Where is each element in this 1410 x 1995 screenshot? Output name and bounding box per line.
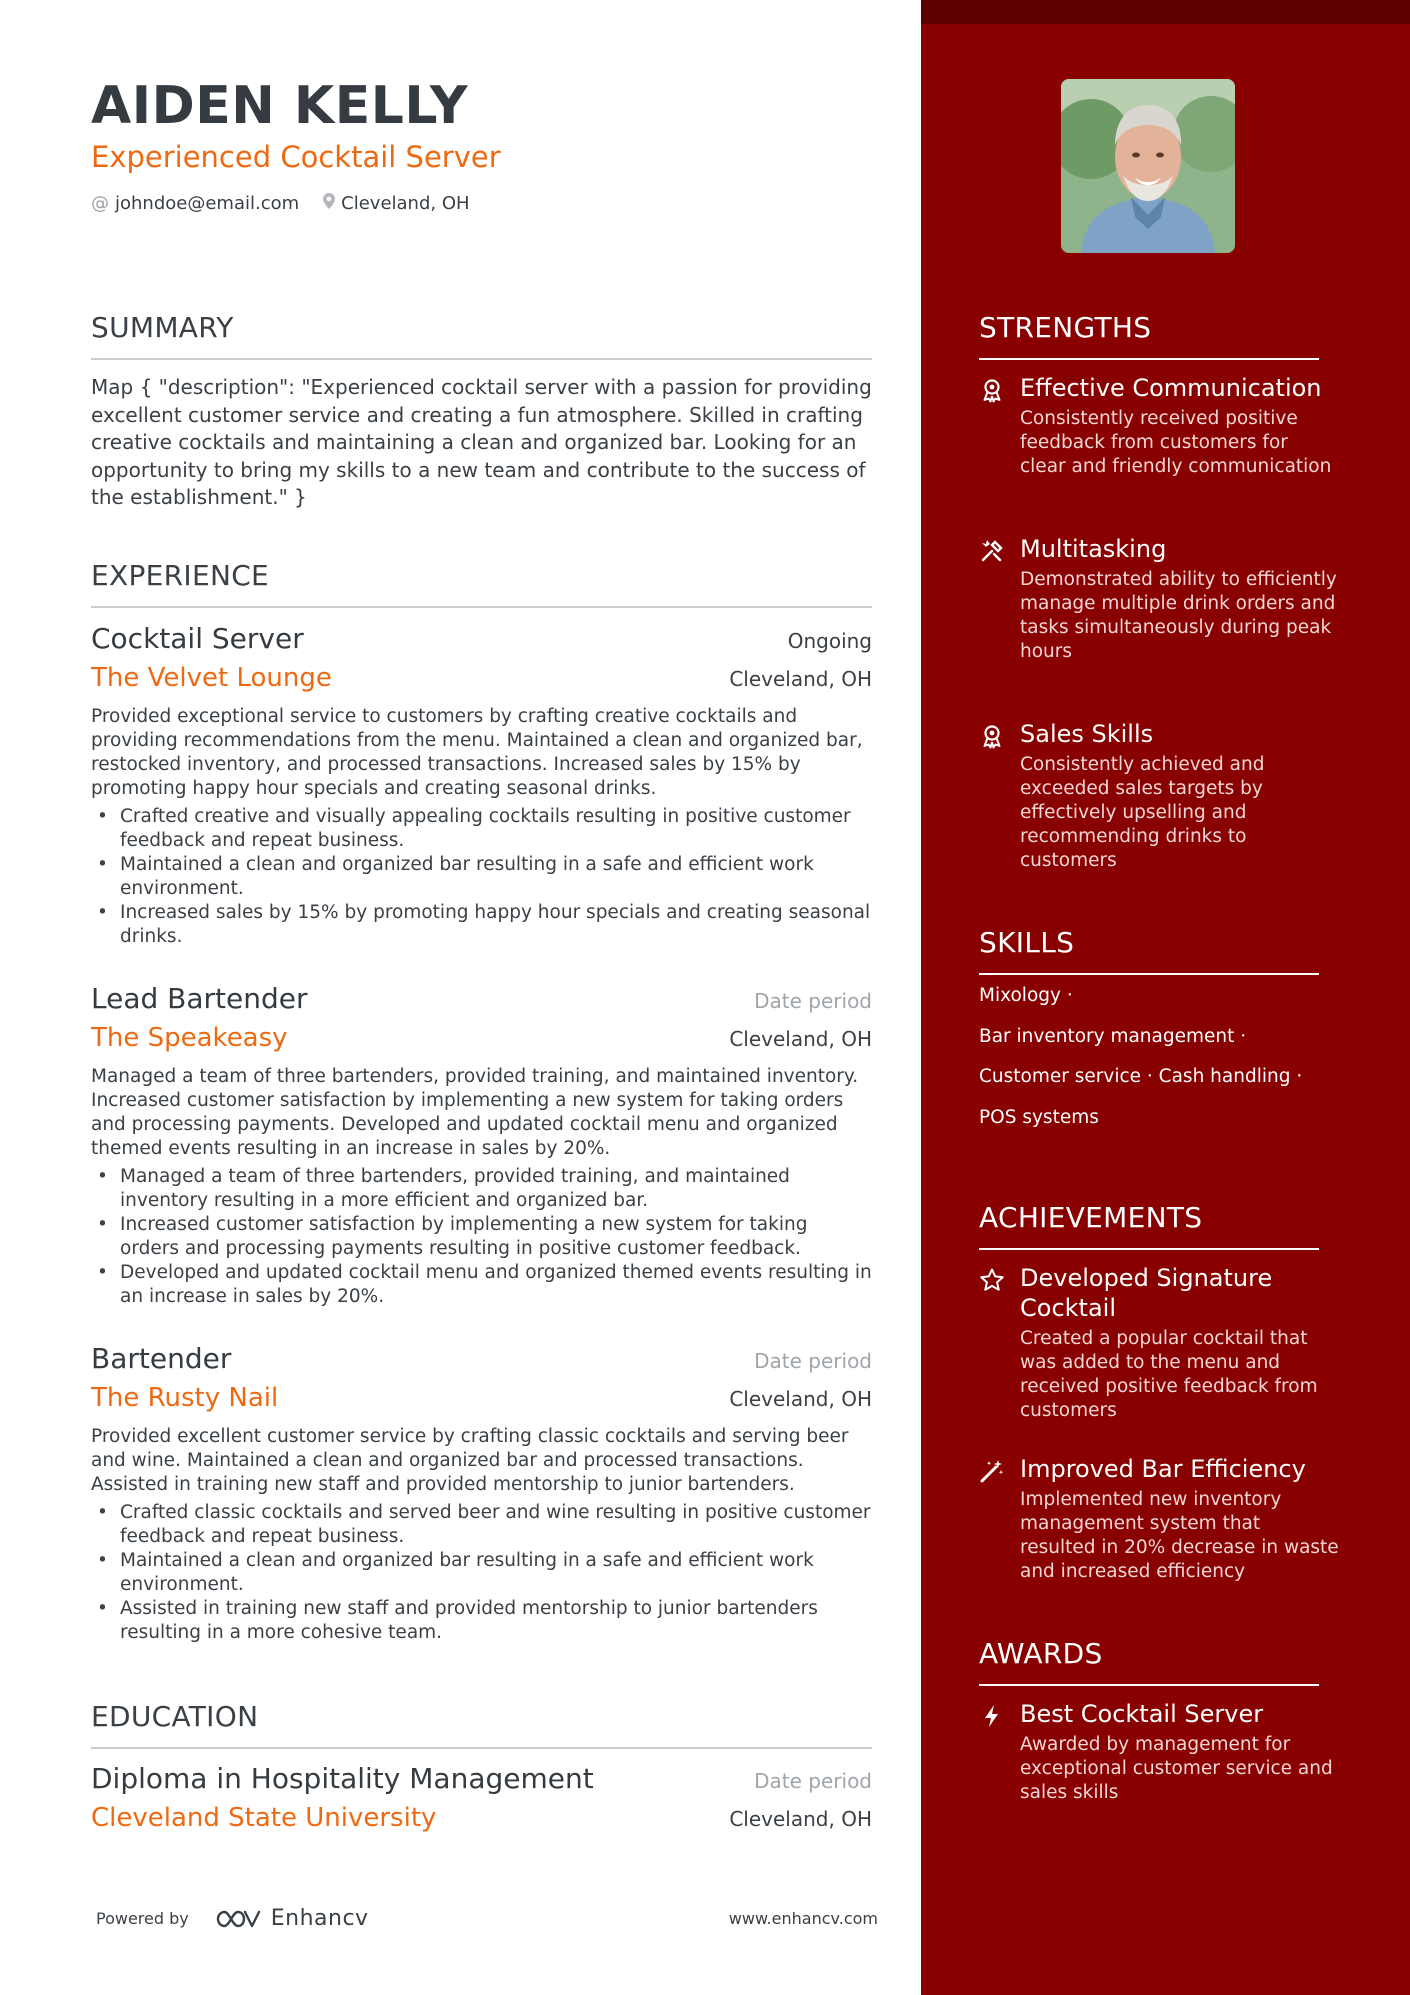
- skill-item: Cash handling: [1158, 1066, 1291, 1087]
- strength-title: Sales Skills: [1020, 720, 1154, 748]
- award-item: [979, 1699, 1339, 1805]
- degree: Diploma in Hospitality Management: [91, 1762, 594, 1795]
- strength-title: Multitasking: [1020, 535, 1167, 563]
- candidate-name: AIDEN KELLY: [91, 76, 469, 136]
- job-location: Cleveland, OH: [729, 1027, 872, 1051]
- powered-by-label: Powered by: [96, 1909, 189, 1928]
- job-bullets: [91, 805, 872, 949]
- education-heading: EDUCATION: [91, 1700, 872, 1749]
- bullet-item: • Maintained a clean and organized bar resulting in a safe and efficient work environment.: [91, 853, 872, 901]
- awards-heading: AWARDS: [979, 1637, 1319, 1686]
- job-company: The Velvet Lounge: [91, 663, 332, 693]
- job-date: Date period: [754, 989, 872, 1013]
- bullet-item: • Increased customer satisfaction by implementing a new system for taking orders and processing payments resulting in positive customer feedback.: [91, 1213, 872, 1261]
- footer: [96, 1906, 878, 1931]
- award-icon: [979, 723, 1005, 749]
- sidebar: [921, 0, 1410, 1995]
- achievement-title: Developed Signature Cocktail: [1020, 1264, 1273, 1322]
- job-company: The Rusty Nail: [91, 1383, 279, 1413]
- bullet-item: • Developed and updated cocktail menu and organized themed events resulting in an increase in sales by 20%.: [91, 1261, 872, 1309]
- strength-title: Effective Communication: [1020, 374, 1322, 402]
- skill-item: Mixology: [979, 985, 1061, 1006]
- skills-list: Mixology · Bar inventory management · Customer service · Cash handling · POS systems: [979, 985, 1303, 1128]
- strength-item: [979, 534, 1339, 664]
- job-date: Date period: [754, 1349, 872, 1373]
- bullet-item: • Increased sales by 15% by promoting happy hour specials and creating seasonal drinks.: [91, 901, 872, 949]
- bullet-item: • Maintained a clean and organized bar resulting in a safe and efficient work environment.: [91, 1549, 872, 1597]
- experience-heading: EXPERIENCE: [91, 559, 872, 608]
- education-entry: [91, 1762, 872, 1833]
- achievement-item: [979, 1263, 1339, 1423]
- experience-entry: [91, 1342, 872, 1645]
- contact-location: [323, 193, 469, 214]
- tools-icon: [979, 538, 1005, 564]
- profile-photo: [1061, 79, 1235, 253]
- enhancv-logo-icon: [215, 1908, 261, 1930]
- job-role: Lead Bartender: [91, 982, 308, 1015]
- bullet-item: • Managed a team of three bartenders, provided training, and maintained inventory resulting in a more efficient and organized bar.: [91, 1165, 872, 1213]
- skill-item: Customer service: [979, 1066, 1142, 1087]
- experience-entry: [91, 982, 872, 1309]
- job-bullets: [91, 1501, 872, 1645]
- contact-info: [91, 193, 494, 214]
- education-date: Date period: [754, 1769, 872, 1793]
- email-text: johndoe@email.com: [115, 193, 300, 214]
- location-pin-icon: [323, 193, 335, 214]
- achievement-item: [979, 1454, 1339, 1584]
- job-role: Bartender: [91, 1342, 232, 1375]
- strength-description: Consistently achieved and exceeded sales targets by effectively upselling and recommending drinks to customers: [1020, 754, 1265, 871]
- school: Cleveland State University: [91, 1803, 437, 1833]
- achievements-heading: ACHIEVEMENTS: [979, 1201, 1319, 1250]
- award-title: Best Cocktail Server: [1020, 1700, 1264, 1728]
- skill-item: POS systems: [979, 1106, 1099, 1128]
- skills-heading: SKILLS: [979, 926, 1319, 975]
- strength-description: Demonstrated ability to efficiently manage multiple drink orders and tasks simultaneously during peak hours: [1020, 569, 1337, 662]
- magic-wand-icon: [979, 1458, 1005, 1484]
- bullet-item: • Crafted creative and visually appealing cocktails resulting in positive customer feedback and repeat business.: [91, 805, 872, 853]
- job-company: The Speakeasy: [91, 1023, 288, 1053]
- summary-heading: SUMMARY: [91, 311, 872, 360]
- skill-item: Bar inventory management: [979, 1025, 1235, 1047]
- star-icon: [979, 1267, 1005, 1293]
- candidate-title: Experienced Cocktail Server: [91, 140, 501, 174]
- achievement-description: Created a popular cocktail that was added to the menu and received positive feedback from customers: [1020, 1328, 1318, 1421]
- achievement-description: Implemented new inventory management system that resulted in 20% decrease in waste and increased efficiency: [1020, 1489, 1339, 1582]
- brand-text: Enhancv: [270, 1906, 369, 1931]
- job-location: Cleveland, OH: [729, 667, 872, 691]
- strength-item: [979, 373, 1339, 479]
- education-location: Cleveland, OH: [729, 1807, 872, 1831]
- job-date: Ongoing: [787, 629, 872, 653]
- summary-text: Map { "description": "Experienced cocktail server with a passion for providing excellent customer service and creating a fun atmosphere. Skilled in crafting creative cocktails and maintaining a clean and organized bar. Looking for an opportunity to bring my skills to a new team and contribute to the success of the establishment." }: [91, 375, 872, 509]
- job-description: Provided exceptional service to customers by crafting creative cocktails and providing recommendations from the menu. Maintained a clean and organized bar, restocked inventory, and processed transactions. Increased sales by 15% by promoting happy hour specials and creating seasonal drinks.: [91, 706, 863, 799]
- bullet-item: • Crafted classic cocktails and served beer and wine resulting in positive customer feedback and repeat business.: [91, 1501, 872, 1549]
- at-icon: @: [91, 193, 109, 214]
- strength-description: Consistently received positive feedback from customers for clear and friendly communication: [1020, 408, 1332, 477]
- experience-entry: [91, 622, 872, 949]
- bullet-item: • Assisted in training new staff and provided mentorship to junior bartenders resulting in a more cohesive team.: [91, 1597, 872, 1645]
- website-link[interactable]: www.enhancv.com: [728, 1909, 878, 1928]
- job-location: Cleveland, OH: [729, 1387, 872, 1411]
- location-text: Cleveland, OH: [341, 193, 470, 214]
- sidebar-top-band: [921, 0, 1410, 24]
- job-description: Provided excellent customer service by crafting classic cocktails and serving beer and wine. Maintained a clean and organized bar and processed transactions. Assisted in training new staff and provided mentorship to junior bartenders.: [91, 1426, 849, 1495]
- strength-item: [979, 719, 1339, 873]
- award-description: Awarded by management for exceptional customer service and sales skills: [1020, 1734, 1333, 1803]
- award-icon: [979, 377, 1005, 403]
- achievement-title: Improved Bar Efficiency: [1020, 1455, 1306, 1483]
- strengths-heading: STRENGTHS: [979, 311, 1319, 360]
- job-bullets: [91, 1165, 872, 1309]
- enhancv-logo[interactable]: [215, 1906, 369, 1931]
- contact-email[interactable]: [91, 193, 299, 214]
- job-role: Cocktail Server: [91, 622, 304, 655]
- job-description: Managed a team of three bartenders, provided training, and maintained inventory. Increased customer satisfaction by implementing a new system for taking orders and processing payments. Developed and updated cocktail menu and organized themed events resulting in an increase in sales by 20%.: [91, 1066, 859, 1159]
- lightning-icon: [979, 1703, 1005, 1729]
